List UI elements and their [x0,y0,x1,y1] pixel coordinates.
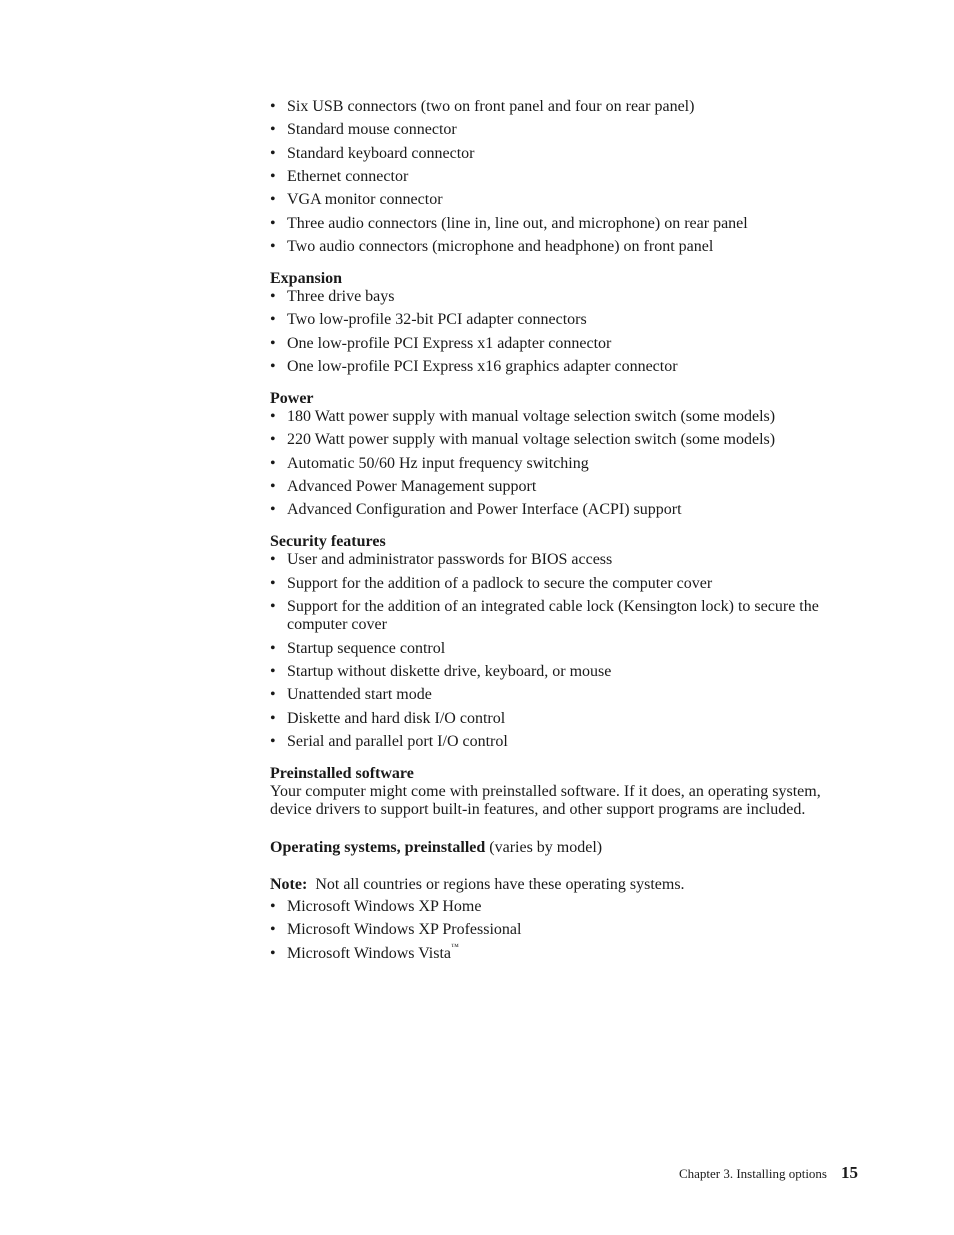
list-item: • VGA monitor connector [270,191,860,209]
list-item: • Startup sequence control [270,640,860,658]
list-item: • Serial and parallel port I/O control [270,733,860,751]
list-item: • Standard mouse connector [270,121,860,139]
operating-systems-qualifier: (varies by model) [485,838,603,856]
expansion-heading: Expansion [270,270,343,288]
list-item: • Microsoft Windows XP Professional [270,921,860,939]
expansion-list [270,288,860,376]
list-item: • One low-profile PCI Express x16 graphics adapter connector [270,358,860,376]
power-heading: Power [270,390,314,408]
page-number: 15 [841,1163,858,1182]
security-heading: Security features [270,533,386,551]
list-item: • 180 Watt power supply with manual voltage selection switch (some models) [270,408,860,426]
list-item: • Advanced Power Management support [270,478,860,496]
list-item: • Diskette and hard disk I/O control [270,710,860,728]
note-label: Note: [270,875,308,893]
page-footer [679,1163,858,1183]
list-item: • Standard keyboard connector [270,145,860,163]
list-item: • Automatic 50/60 Hz input frequency switching [270,455,860,473]
list-item: • Advanced Configuration and Power Interface (ACPI) support [270,501,860,519]
list-item: • 220 Watt power supply with manual voltage selection switch (some models) [270,431,860,449]
trademark-symbol: ™ [451,941,459,951]
list-item: • User and administrator passwords for BIOS access [270,551,860,569]
list-item: • Unattended start mode [270,686,860,704]
chapter-title: Chapter 3. Installing options [678,1166,827,1181]
operating-systems-line [270,839,860,857]
list-item: • One low-profile PCI Express x1 adapter connector [270,335,860,353]
list-item: • Two audio connectors (microphone and headphone) on front panel [270,238,860,256]
note [270,876,860,894]
list-item: • Ethernet connector [270,168,860,186]
operating-systems-heading: Operating systems, preinstalled [270,838,486,856]
list-item: • Six USB connectors (two on front panel and four on rear panel) [270,98,860,116]
power-list [270,408,860,519]
list-item-text: Microsoft Windows Vista [287,944,452,962]
note-text: Not all countries or regions have these operating systems. [307,875,685,893]
list-item: • Two low-profile 32-bit PCI adapter connectors [270,311,860,329]
connectors-list [270,98,860,256]
document-body [270,98,860,968]
list-item: • Support for the addition of a padlock to secure the computer cover [270,575,860,593]
preinstalled-software-paragraph: Your computer might come with preinstalled software. If it does, an operating system, device drivers to support built-in features, and other support programs are included. [270,782,821,818]
list-item: • Startup without diskette drive, keyboard, or mouse [270,663,860,681]
preinstalled-software-heading: Preinstalled software [270,764,414,782]
list-item: • Three drive bays [270,288,860,306]
list-item: • Three audio connectors (line in, line out, and microphone) on rear panel [270,215,860,233]
list-item: • Support for the addition of an integrated cable lock (Kensington lock) to secure the computer cover [270,598,860,634]
list-item [270,941,860,963]
list-item: • Microsoft Windows XP Home [270,898,860,916]
operating-systems-list [270,898,860,963]
security-list [270,551,860,750]
